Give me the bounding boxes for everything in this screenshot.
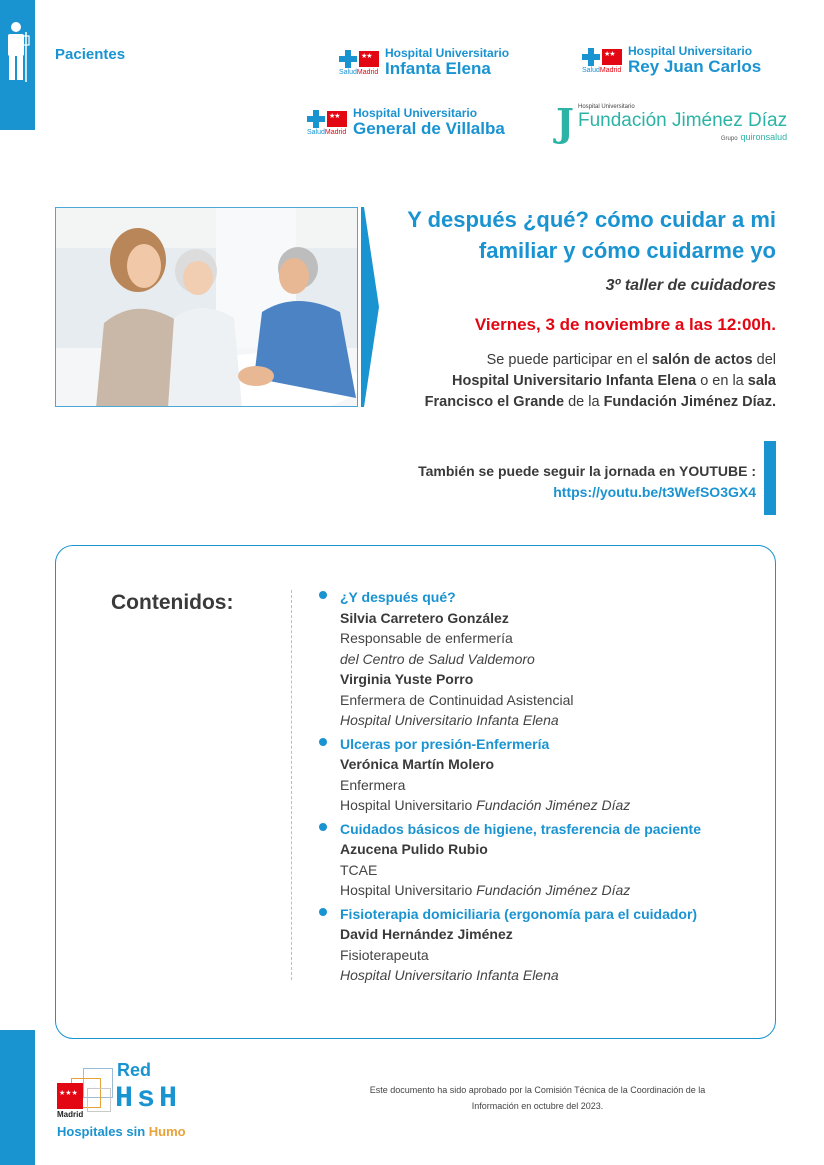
logo-general-villalba	[307, 107, 505, 138]
fjd-name: Fundación Jiménez Díaz	[577, 110, 788, 131]
salud-madrid-logo: ★★ SaludMadrid	[307, 110, 347, 136]
speaker-role: Enfermera de Continuidad Asistencial	[340, 691, 574, 708]
speaker-role: Responsable de enfermería	[340, 630, 513, 646]
section-label: Pacientes	[55, 46, 126, 63]
speaker-name: Verónica Martín Molero	[340, 756, 495, 772]
side-tab-top	[0, 0, 35, 130]
logo-fundacion-jimenez-diaz	[556, 100, 788, 145]
dashed-divider	[291, 590, 292, 980]
logo-small-text: Hospital Universitario	[628, 44, 753, 58]
fjd-group: Grupo quironsalud	[720, 132, 788, 142]
event-venue: Se puede participar en el salón de actos del Hospital Universitario Infanta Elena o en la sala Francisco el Grande de la Fundación Jiménez Díaz.	[424, 352, 776, 410]
speaker-name: Virginia Yuste Porro	[340, 671, 474, 687]
item-affiliation: del Centro de Salud Valdemoro	[340, 650, 535, 667]
contents-list	[318, 587, 758, 989]
bullet-icon	[319, 591, 327, 599]
list-item	[318, 904, 758, 986]
madrid-flag-icon	[602, 49, 622, 65]
logo-small-text: Hospital Universitario	[353, 106, 478, 120]
bullet-icon	[319, 823, 327, 831]
logo-rey-juan-carlos	[582, 45, 761, 76]
cross-icon	[307, 110, 325, 128]
item-title: Fisioterapia domiciliaria (ergonomía para el cuidador)	[340, 905, 698, 922]
item-affiliation: Hospital Universitario Infanta Elena	[340, 712, 559, 728]
list-item	[318, 734, 758, 816]
bullet-icon	[319, 908, 327, 916]
item-title: Cuidados básicos de higiene, trasferencia de paciente	[340, 820, 702, 837]
bullet-icon	[319, 738, 327, 746]
youtube-text: También se puede seguir la jornada en YOUTUBE :	[418, 463, 756, 479]
logo-infanta-elena	[339, 47, 509, 78]
madrid-word: Madrid	[57, 1110, 84, 1119]
side-tab-bottom	[0, 1030, 35, 1165]
speaker-name: Silvia Carretero González	[340, 609, 509, 626]
speaker-name: Azucena Pulido Rubio	[340, 841, 488, 857]
speaker-name: David Hernández Jiménez	[340, 926, 513, 942]
salud-madrid-logo: ★★ SaludMadrid	[582, 48, 622, 74]
caregivers-photo	[55, 207, 358, 407]
patient-iv-icon	[4, 22, 30, 84]
item-title: ¿Y después qué?	[340, 589, 456, 605]
madrid-flag-icon	[359, 51, 379, 67]
logo-small-text: Hospital Universitario	[385, 46, 510, 60]
madrid-flag-icon	[327, 111, 347, 127]
approval-note: Este documento ha sido aprobado por la Comisión Técnica de la Coordinación de la Información en octubre del 2023.	[369, 1085, 706, 1111]
list-item	[318, 819, 758, 901]
red-hsh-logo	[57, 1060, 217, 1145]
youtube-link[interactable]: https://youtu.be/t3WefSO3GX4	[553, 484, 756, 500]
item-affiliation: Hospital Universitario Fundación Jiménez Díaz	[340, 797, 631, 813]
fjd-small-text: Hospital Universitario	[577, 104, 635, 110]
list-item	[318, 587, 758, 731]
hsh-word: HsH	[115, 1082, 182, 1116]
item-affiliation: Hospital Universitario Fundación Jiménez Díaz	[340, 882, 631, 898]
logo-hospital-name: Infanta Elena	[385, 59, 491, 78]
accent-bar	[764, 441, 776, 515]
red-word: Red	[117, 1060, 152, 1080]
logo-hospital-name: General de Villalba	[353, 119, 505, 138]
logo-hospital-name: Rey Juan Carlos	[628, 57, 762, 76]
fjd-mark-icon: J	[556, 100, 574, 145]
cross-icon	[582, 48, 600, 66]
youtube-info	[418, 461, 756, 503]
hsh-tagline: Hospitales sin Humo	[57, 1124, 186, 1139]
cross-icon	[339, 50, 357, 68]
madrid-flag-icon	[57, 1083, 83, 1109]
item-affiliation: Hospital Universitario Infanta Elena	[340, 967, 559, 983]
event-title: Y después ¿qué? cómo cuidar a mi familiar y cómo cuidarme yo	[407, 207, 776, 263]
contents-heading: Contenidos:	[111, 591, 234, 614]
speaker-role: Fisioterapeuta	[340, 946, 429, 963]
item-title: Ulceras por presión-Enfermería	[340, 735, 550, 752]
speaker-role: Enfermera	[340, 776, 406, 793]
event-date: Viernes, 3 de noviembre a las 12:00h.	[474, 315, 776, 334]
speaker-role: TCAE	[340, 861, 378, 878]
event-subtitle: 3º taller de cuidadores	[605, 277, 776, 294]
salud-madrid-logo: ★★ SaludMadrid	[339, 50, 379, 76]
